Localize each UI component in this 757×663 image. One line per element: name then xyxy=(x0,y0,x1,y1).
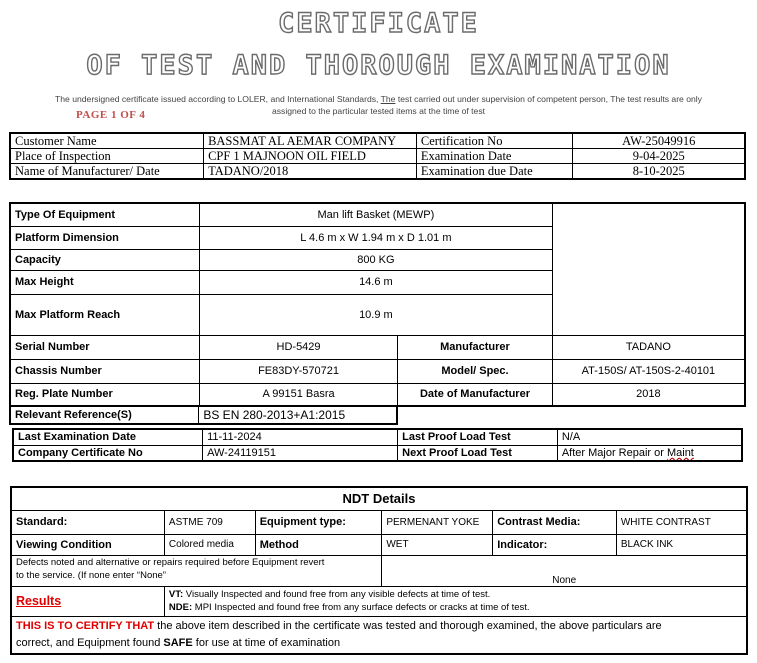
cert-no-value: AW-25049916 xyxy=(573,133,745,149)
certify-statement xyxy=(11,616,747,654)
manufacturer-value: TADANO xyxy=(552,335,745,359)
customer-table xyxy=(9,132,746,180)
certificate-title: CERTIFICATE xyxy=(278,8,479,39)
certificate-subtitle: OF TEST AND THOROUGH EXAMINATION xyxy=(86,50,671,81)
certify-line2b: for use at time of examination xyxy=(192,636,341,649)
place-label: Place of Inspection xyxy=(10,149,204,164)
last-exam-label: Last Examination Date xyxy=(13,429,203,445)
next-proof-text: After Major Repair or xyxy=(561,446,667,459)
max-height-label: Max Height xyxy=(10,270,199,294)
dom-label: Date of Manufacturer xyxy=(398,383,553,406)
last-proof-label: Last Proof Load Test xyxy=(398,429,558,445)
equipment-type-ndt-label: Equipment type: xyxy=(255,510,382,534)
contrast-value: WHITE CONTRAST xyxy=(616,510,747,534)
equipment-blank-cell xyxy=(552,203,745,335)
table-row xyxy=(13,445,742,461)
plate-label: Reg. Plate Number xyxy=(10,383,199,406)
intro-line2: assigned to the particular tested items at the time of test xyxy=(271,106,486,116)
table-row xyxy=(10,335,745,359)
table-row xyxy=(10,383,745,406)
standard-label: Standard: xyxy=(11,510,164,534)
customer-name-label: Customer Name xyxy=(10,133,204,149)
last-proof-value: N/A xyxy=(557,429,742,445)
company-cert-label: Company Certificate No xyxy=(13,445,203,461)
method-value: WET xyxy=(382,534,493,555)
defects-value: None xyxy=(382,555,747,586)
certify-line2a: correct, and Equipment found xyxy=(16,636,164,649)
chassis-label: Chassis Number xyxy=(10,359,199,383)
plate-value: A 99151 Basra xyxy=(199,383,397,406)
table-row xyxy=(10,359,745,383)
model-value: AT-150S/ AT-150S-2-40101 xyxy=(552,359,745,383)
cert-no-label: Certification No xyxy=(416,133,573,149)
customer-name-value: BASSMAT AL AEMAR COMPANY xyxy=(204,133,417,149)
platform-dimension-value: L 4.6 m x W 1.94 m x D 1.01 m xyxy=(199,226,552,249)
equipment-type-label: Type Of Equipment xyxy=(10,203,199,226)
manufacturer-date-label: Name of Manufacturer/ Date xyxy=(10,164,204,180)
exam-table xyxy=(12,428,743,462)
table-row xyxy=(11,555,747,586)
nde-text: MPI Inspected and found free from any surface defects or cracks at time of test. xyxy=(192,602,530,613)
manufacturer-label: Manufacturer xyxy=(398,335,553,359)
viewing-label: Viewing Condition xyxy=(11,534,164,555)
model-label: Model/ Spec. xyxy=(398,359,553,383)
table-row xyxy=(11,616,747,654)
table-row xyxy=(10,133,745,149)
capacity-value: 800 KG xyxy=(199,249,552,270)
vt-text: Visually Inspected and found free from any visible defects at time of test. xyxy=(183,589,491,600)
table-row xyxy=(10,203,745,226)
table-row xyxy=(10,149,745,164)
table-row xyxy=(10,406,397,424)
exam-date-label: Examination Date xyxy=(416,149,573,164)
reference-table xyxy=(9,405,398,425)
manufacturer-date-value: TADANO/2018 xyxy=(204,164,417,180)
equipment-table xyxy=(9,202,746,407)
table-row xyxy=(11,534,747,555)
standard-value: ASTME 709 xyxy=(164,510,255,534)
chassis-value: FE83DY-570721 xyxy=(199,359,397,383)
method-label: Method xyxy=(255,534,382,555)
reference-value: BS EN 280-2013+A1:2015 xyxy=(199,406,397,424)
table-row xyxy=(11,487,747,510)
certify-safe: SAFE xyxy=(163,636,193,649)
exam-date-value: 9-04-2025 xyxy=(573,149,745,164)
page-number: PAGE 1 OF 4 xyxy=(76,109,146,121)
indicator-label: Indicator: xyxy=(493,534,617,555)
ndt-title: NDT Details xyxy=(11,487,747,510)
viewing-value: Colored media xyxy=(164,534,255,555)
vt-label: VT: xyxy=(168,589,184,600)
table-row xyxy=(13,429,742,445)
platform-dimension-label: Platform Dimension xyxy=(10,226,199,249)
defects-line2: to the service. (If none enter “None” xyxy=(16,569,166,581)
due-date-label: Examination due Date xyxy=(416,164,573,180)
results-text xyxy=(164,586,747,616)
reference-label: Relevant Reference(S) xyxy=(10,406,199,424)
intro-part1: The undersigned certificate issued according to LOLER, and International Standards, xyxy=(55,94,381,104)
max-height-value: 14.6 m xyxy=(199,270,552,294)
dom-value: 2018 xyxy=(552,383,745,406)
table-row xyxy=(10,164,745,180)
next-proof-value xyxy=(557,445,742,461)
defects-line1: Defects noted and alternative or repairs required before Equipment revert xyxy=(16,556,325,568)
capacity-label: Capacity xyxy=(10,249,199,270)
intro-part2: test carried out under supervision of competent person, The test results are only xyxy=(395,94,702,104)
last-exam-value: 11-11-2024 xyxy=(203,429,398,445)
equipment-type-ndt-value: PERMENANT YOKE xyxy=(382,510,493,534)
next-proof-label: Next Proof Load Test xyxy=(398,445,558,461)
intro-the: The xyxy=(380,94,396,104)
table-row xyxy=(11,510,747,534)
place-value: CPF 1 MAJNOON OIL FIELD xyxy=(204,149,417,164)
serial-value: HD-5429 xyxy=(199,335,397,359)
serial-label: Serial Number xyxy=(10,335,199,359)
results-label: Results xyxy=(11,586,164,616)
next-proof-maint: Maint xyxy=(666,446,694,459)
table-row xyxy=(11,586,747,616)
ndt-table xyxy=(10,486,748,655)
certify-line1: the above item described in the certificate was tested and thorough examined, the above particulars are xyxy=(154,619,662,632)
equipment-type-value: Man lift Basket (MEWP) xyxy=(199,203,552,226)
due-date-value: 8-10-2025 xyxy=(573,164,745,180)
contrast-label: Contrast Media: xyxy=(493,510,617,534)
platform-reach-label: Max Platform Reach xyxy=(10,294,199,335)
nde-label: NDE: xyxy=(168,602,193,613)
company-cert-value: AW-24119151 xyxy=(203,445,398,461)
indicator-value: BLACK INK xyxy=(616,534,747,555)
platform-reach-value: 10.9 m xyxy=(199,294,552,335)
defects-label xyxy=(11,555,382,586)
certify-red: THIS IS TO CERTIFY THAT xyxy=(16,619,155,632)
